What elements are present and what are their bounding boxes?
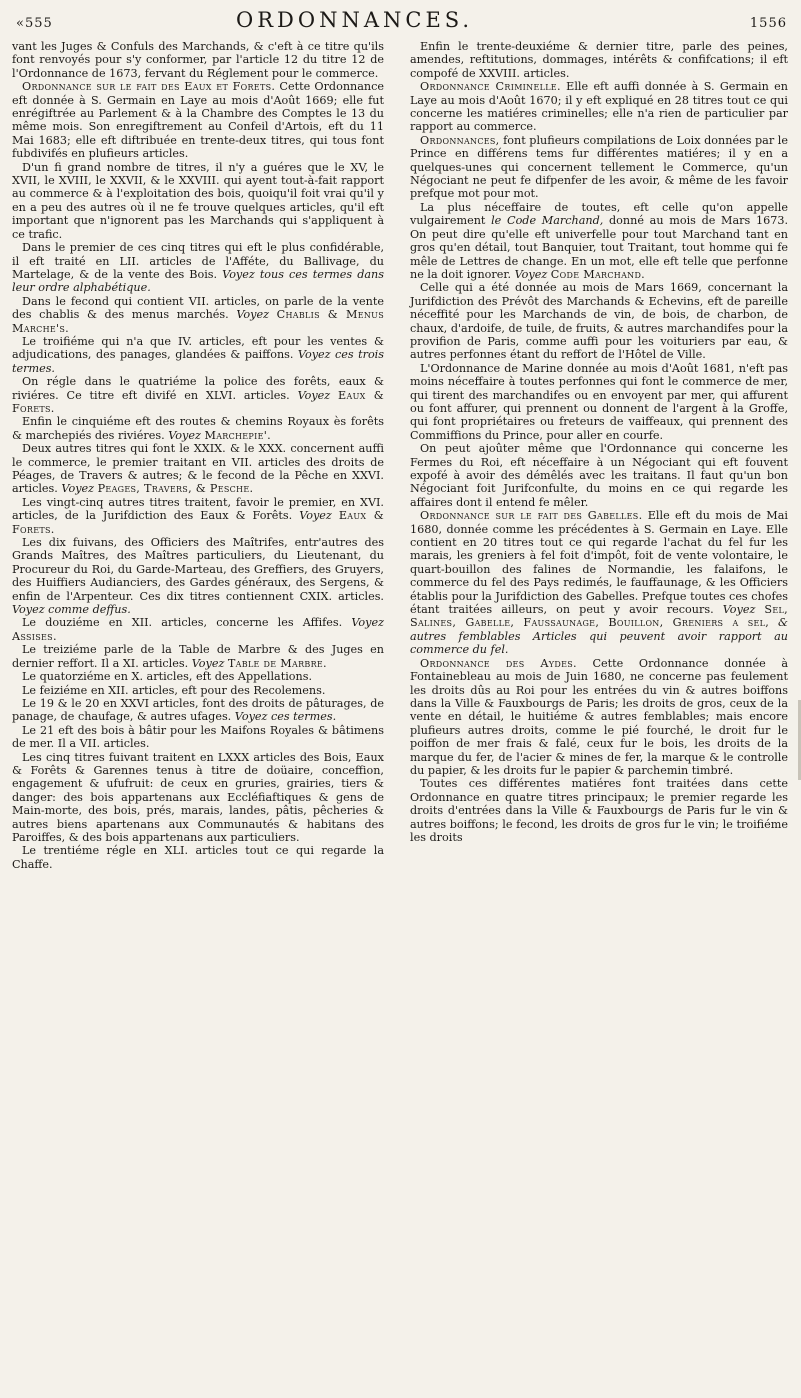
reference-run: Voyez — [61, 482, 95, 496]
reference-run: Voyez — [297, 388, 331, 402]
heading-run: Marchepie'. — [204, 428, 271, 442]
text-run: Le douziéme en XII. articles, concerne les Affifes. — [22, 616, 352, 630]
paragraph — [12, 40, 384, 80]
paragraph — [12, 844, 384, 871]
reference-run: Voyez — [351, 616, 384, 630]
text-run: Toutes ces différentes matiéres font traitées dans cette Ordonnance en quatre titres principaux; le premier regarde les droits d'entrées dans la Ville & Fauxbourgs de Paris fur le vin & autres boiffons; le fecond, les droits de gros fur le vin; le troifiéme les droits — [410, 777, 788, 844]
heading-run: Eaux & Forets. — [12, 509, 384, 536]
heading-run: Ordonnance Criminelle. — [420, 80, 561, 94]
text-run: Les vingt-cinq autres titres traitent, favoir le premier, en XVI. articles, de la Jurifdiction des Eaux & Forêts. — [12, 495, 384, 523]
text-run: On peut ajoûter même que l'Ordonnance qui concerne les Fermes du Roi, eft néceffaire à un Négociant qui eft fouvent expofé à avoir des démêlés avec les traitans. Il faut qu'un bon Négociant foit Jurifconfulte, du moins en ce qui regarde les affaires dont il entend fe mêler. — [410, 442, 788, 509]
paragraph — [12, 751, 384, 845]
text-run: Le 21 eft des bois à bâtir pour les Maifons Royales & bâtimens de mer. Il a VII. articles. — [12, 723, 384, 751]
paragraph — [410, 80, 788, 134]
text-run: Celle qui a été donnée au mois de Mars 1669, concernant la Jurifdiction des Prévôt des Marchands & Echevins, eft de pareille néceffité pour les Marchands de vin, de bois, de charbon, de chaux, d'ardoife, de tuile, de fruits, & autres marchandifes pour la provifion de Paris, comme auffi pour les voituriers par eau, & autres perfonnes étant du reffort de l'Hôtel de Ville. — [410, 281, 788, 362]
text-run: Elle eft auffi donnée à S. Germain en Laye au mois d'Août 1670; il y eft expliqué en 28 titres tout ce qui concerne les matiéres criminelles; elle n'a rien de particulier par rapport au commerce. — [410, 80, 788, 134]
heading-run: Table de Marbre. — [227, 656, 327, 670]
paragraph — [410, 509, 788, 656]
right-column — [410, 40, 788, 844]
page-header — [0, 8, 801, 38]
paragraph — [12, 375, 384, 415]
text-run: Le feiziéme en XII. articles, eft pour des Recolemens. — [22, 683, 326, 697]
paragraph — [12, 415, 384, 442]
reference-run: Voyez comme deffus. — [12, 603, 131, 617]
paragraph — [12, 670, 384, 683]
heading-run: Ordonnance sur le fait des Gabelles. — [420, 509, 643, 523]
text-run: Dans le fecond qui contient VII. articles, on parle de la vente des chablis & des menus marchés. — [12, 294, 384, 322]
heading-run: Peages, Travers, & Pesche. — [97, 482, 254, 496]
paragraph — [12, 697, 384, 724]
text-run: Deux autres titres qui font le XXIX. & le XXX. concernent auffi le commerce, le premier traitant en VII. articles des droits de Péages, de Travers & autres; & le fecond de la Pêche en XXVI. articles. — [12, 442, 384, 496]
paragraph — [12, 80, 384, 160]
text-run: Le quatorziéme en X. articles, eft des Appellations. — [22, 670, 313, 684]
heading-run: Ordonnance sur le fait des Eaux et Forets. — [22, 80, 276, 94]
text-run — [332, 509, 339, 522]
running-title: ORDONNANCES. — [236, 8, 474, 32]
paragraph — [12, 335, 384, 375]
paragraph — [12, 496, 384, 536]
paragraph — [12, 643, 384, 670]
paragraph — [12, 241, 384, 295]
paragraph — [12, 616, 384, 643]
paragraph — [410, 657, 788, 778]
text-run: Les cinq titres fuivant traitent en LXXX articles des Bois, Eaux & Forêts & Garennes tenus à titre de doüaire, conceffion, engagement & ufufruit: de ceux en gruries, grairies, tiers & danger: des bois appartenans aux Eccléfiaftiques & gens de Main-morte, des bois, prés, marais, landes, pâtis, pêcheries & autres biens apartenans aux Communautés & habitans des Paroiffes, & des bois appartenans aux particuliers. — [12, 750, 384, 844]
paragraph — [410, 40, 788, 80]
page-number-left: «555 — [16, 16, 53, 31]
text-run: Le trentiéme régle en XLI. articles tout ce qui regarde la Chaffe. — [12, 844, 384, 871]
heading-run: Ordonnances, — [420, 133, 500, 147]
text-run: D'un fi grand nombre de titres, il n'y a guéres que le XV, le XVII, le XVIII, le XXVII, & le XXVIII. qui ayent tout-à-fait rapport au commerce & à l'exploitation des bois, quoiqu'il foit vrai qu'il y en a peu des autres où il ne fe trouve quelques articles, qu'il eft important que n'ignorent pas les Marchands qui s'appliquent à ce trafic. — [12, 160, 384, 241]
paragraph — [410, 281, 788, 361]
reference-run: Voyez — [168, 428, 201, 442]
reference-run: Voyez — [299, 509, 332, 523]
paragraph — [12, 536, 384, 616]
reference-run: Voyez tous ces termes dans leur ordre alphabétique. — [12, 267, 384, 295]
paragraph — [12, 684, 384, 697]
text-run: Enfin le cinquiéme eft des routes & chemins Royaux ès forêts & marchepiés des riviéres. — [12, 415, 384, 442]
page-number-right: 1556 — [749, 16, 787, 31]
text-run: Le treiziéme parle de la Table de Marbre & des Juges en dernier reffort. Il a XI. articles. — [12, 643, 384, 670]
text-run: On régle dans le quatriéme la police des forêts, eaux & riviéres. Ce titre eft divifé en XLVI. articles. — [12, 375, 384, 402]
text-run — [330, 389, 338, 402]
reference-run: & autres femblables Articles qui peuvent avoir rapport au commerce du fel. — [410, 616, 788, 657]
text-run: Cette Ordonnance donnée à Fontainebleau au mois de Juin 1680, ne concerne pas feulement les droits dûs au Roi pour les entrées du vin & autres boiffons dans la Ville & Fauxbourgs de Paris; les droits de gros, ceux de la vente en détail, le huitiéme & autres femblables; mais encore plufieurs autres droits, comme le pié fourché, le droit fur le poiffon de mer frais & falé, ceux fur le bois, les droits de la marque du fer, de l'acier & mines de fer, la marque & le controlle du papier, & les droits fur le papier & parchemin timbré. — [410, 656, 788, 777]
text-run: Dans le premier de ces cinq titres qui eft le plus confidérable, il eft traité en LII. articles de l'Afféte, du Ballivage, du Martelage, & de la vente des Bois. — [12, 241, 384, 281]
paragraph — [410, 777, 788, 844]
text-run: Elle eft du mois de Mai 1680, donnée comme les précédentes à S. Germain en Laye. Elle contient en 20 titres tout ce qui regarde l'achat du fel fur les marais, les greniers à fel foit d'impôt, foit de vente volontaire, le quart-bouillon des falines de Normandie, les falaifons, le commerce du fel des Pays redimés, le fauffaunage, & les Officiers établis pour la Jurifdiction des Gabelles. Prefque toutes ces chofes étant traitées ailleurs, on peut y avoir recours. — [410, 509, 788, 617]
text-run: Le troifiéme qui n'a que IV. articles, eft pour les ventes & adjudications, des panages, glandées & paiffons. — [12, 334, 384, 362]
paragraph — [12, 724, 384, 751]
text-run: Cette Ordonnance eft donnée à S. Germain en Laye au mois d'Août 1669; elle fut enrégiftrée au Parlement & à la Chambre des Comptes le 13 du même mois. Son enregiftrement au Confeil d'Artois, eft du 11 Mai 1683; elle eft diftribuée en trente-deux titres, qui tous font fubdivifés en plufieurs articles. — [12, 80, 384, 161]
reference-run: Voyez — [514, 267, 548, 281]
paragraph — [12, 295, 384, 335]
paragraph — [12, 161, 384, 241]
paragraph — [410, 362, 788, 442]
text-run: donné au mois de Mars 1673. On peut dire qu'elle eft univerfelle pour tout Marchand tant en gros qu'en détail, tout Banquier, tout Traitant, tout homme qui fe mêle de Lettres de change. En un mot, elle eft telle que perfonne ne la doit ignorer. — [410, 214, 788, 281]
reference-run: Voyez — [722, 603, 756, 617]
heading-run: Code Marchand. — [550, 267, 646, 281]
paragraph — [410, 134, 788, 201]
heading-run: Ordonnance des Aydes. — [420, 656, 577, 670]
text-run: Les dix fuivans, des Officiers des Maîtrifes, entr'autres des Grands Maîtres, des Maîtres particuliers, du Lieutenant, du Procureur du Roi, du Garde-Marteau, des Greffiers, des Gruyers, des Huiffiers Audianciers, des Gardes généraux, des Sergens, & enfin de l'Arpenteur. Ces dix titres contiennent CXIX. articles. — [12, 536, 384, 603]
text-run: vant les Juges & Confuls des Marchands, & c'eft à ce titre qu'ils font renvoyés pour s'y conformer, par l'article 12 du titre 12 de l'Ordonnance de 1673, fervant du Réglement pour le commerce. — [12, 40, 384, 80]
heading-run: Chablis & Menus Marche's. — [12, 308, 384, 335]
text-run: Enfin le trente-deuxiéme & dernier titre, parle des peines, amendes, reftitutions, dommages, intérêts & confifcations; il eft compofé de XXVIII. articles. — [410, 40, 788, 80]
reference-run: Voyez — [236, 308, 269, 322]
left-column — [12, 40, 384, 871]
text-run: font plufieurs compilations de Loix données par le Prince en différens tems fur différentes matiéres; il y en a quelques-unes qui concernent tellement le Commerce, qu'un Négociant ne peut fe difpenfer de les avoir, & même de les favoir prefque mot pour mot. — [410, 133, 788, 201]
paragraph — [12, 442, 384, 496]
heading-run: Sel, Salines, Gabelle, Faussaunage, Bouillon, Greniers a sel, — [410, 603, 788, 630]
text-run: Le 19 & le 20 en XXVI articles, font des droits de pâturages, de panage, de chaufage, & autres ufages. — [12, 696, 384, 724]
text-run — [769, 616, 778, 629]
paragraph — [410, 201, 788, 281]
text-run: L'Ordonnance de Marine donnée au mois d'Août 1681, n'eft pas moins néceffaire à toutes perfonnes qui font le commerce de mer, qui tirent des marchandifes ou en envoyent par mer, qui affurent ou font affurer, qui prennent ou donnent de l'argent à la Groffe, qui font propriétaires ou freteurs de vaiffeaux, qui prennent des Commiffions du Prince, pour aller en courfe. — [410, 361, 788, 442]
reference-run: Voyez — [191, 656, 225, 670]
reference-run: Voyez ces trois termes. — [12, 348, 385, 375]
text-run — [269, 308, 277, 321]
reference-run: le Code Marchand, — [491, 214, 604, 228]
heading-run: Eaux & Forets. — [12, 388, 385, 415]
text-run: La plus néceffaire de toutes, eft celle qu'on appelle vulgairement — [410, 200, 788, 228]
paragraph — [410, 442, 788, 509]
heading-run: Assises. — [12, 629, 57, 643]
reference-run: Voyez ces termes. — [234, 710, 337, 724]
